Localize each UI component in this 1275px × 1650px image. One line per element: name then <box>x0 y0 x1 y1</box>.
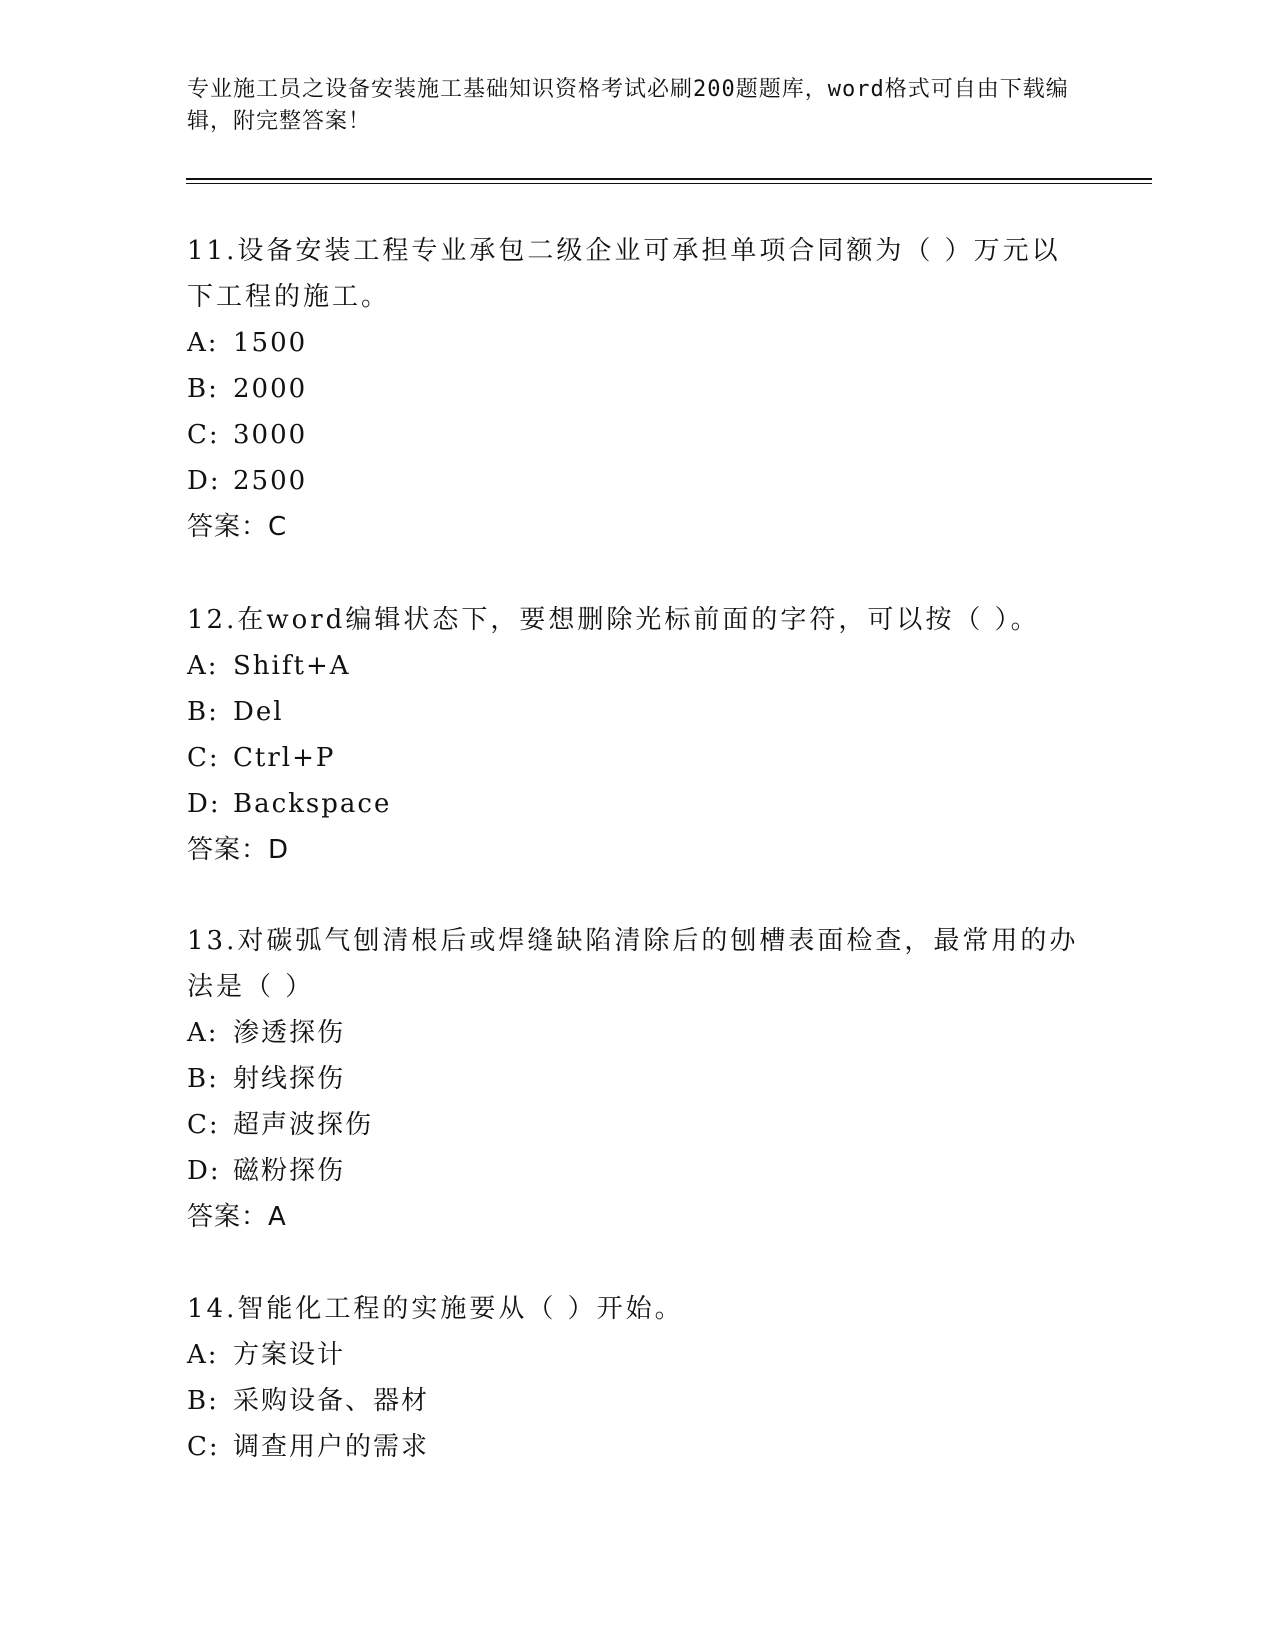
document-header: 专业施工员之设备安装施工基础知识资格考试必刷200题题库，word格式可自由下载编辑，附完整答案！ <box>187 77 1069 134</box>
option-letter: A: <box>187 1018 219 1048</box>
option-c <box>187 412 1087 458</box>
answer-line: 答案：C <box>187 512 288 542</box>
option-letter: A: <box>187 328 219 358</box>
option-letter: C: <box>187 1110 220 1140</box>
option-d <box>187 458 1087 504</box>
option-b <box>187 1378 1087 1424</box>
question-14 <box>187 1286 1087 1470</box>
option-letter: B: <box>187 1386 219 1416</box>
option-d <box>187 1148 1087 1194</box>
option-text: 1500 <box>233 328 308 358</box>
option-b <box>187 1056 1087 1102</box>
answer-line: 答案：D <box>187 835 290 865</box>
option-letter: A: <box>187 651 219 681</box>
question-stem: 12.在word编辑状态下，要想删除光标前面的字符，可以按（ ）。 <box>187 605 1040 635</box>
option-d <box>187 781 1087 827</box>
option-a <box>187 643 1087 689</box>
option-text: Del <box>233 697 284 727</box>
option-letter: B: <box>187 374 219 404</box>
option-a <box>187 1332 1087 1378</box>
option-text: Backspace <box>233 789 392 819</box>
option-text: Ctrl+P <box>233 743 336 773</box>
question-11 <box>187 228 1087 550</box>
option-c <box>187 1424 1087 1470</box>
option-text: 超声波探伤 <box>233 1110 374 1140</box>
header-rule-thin <box>186 183 1152 184</box>
question-stem: 14.智能化工程的实施要从（ ）开始。 <box>187 1294 684 1324</box>
option-letter: D: <box>187 466 221 496</box>
option-letter: C: <box>187 1432 220 1462</box>
option-c <box>187 735 1087 781</box>
option-text: 调查用户的需求 <box>233 1432 430 1462</box>
option-text: 2000 <box>233 374 308 404</box>
option-letter: C: <box>187 420 220 450</box>
option-text: 射线探伤 <box>233 1064 346 1094</box>
answer-line: 答案：A <box>187 1202 287 1232</box>
option-letter: D: <box>187 1156 221 1186</box>
option-text: Shift+A <box>233 651 351 681</box>
option-text: 方案设计 <box>233 1340 346 1370</box>
header-rule-thick <box>186 178 1152 180</box>
question-13 <box>187 918 1087 1240</box>
question-stem: 11.设备安装工程专业承包二级企业可承担单项合同额为（ ）万元以下工程的施工。 <box>187 236 1061 312</box>
option-b <box>187 366 1087 412</box>
option-letter: B: <box>187 697 219 727</box>
question-12 <box>187 597 1087 873</box>
option-text: 3000 <box>233 420 308 450</box>
option-text: 采购设备、器材 <box>233 1386 430 1416</box>
option-b <box>187 689 1087 735</box>
option-text: 磁粉探伤 <box>233 1156 346 1186</box>
option-text: 渗透探伤 <box>233 1018 346 1048</box>
option-letter: C: <box>187 743 220 773</box>
option-a <box>187 1010 1087 1056</box>
option-letter: A: <box>187 1340 219 1370</box>
option-letter: D: <box>187 789 221 819</box>
option-letter: B: <box>187 1064 219 1094</box>
option-c <box>187 1102 1087 1148</box>
option-text: 2500 <box>233 466 308 496</box>
option-a <box>187 320 1087 366</box>
question-stem: 13.对碳弧气刨清根后或焊缝缺陷清除后的刨槽表面检查，最常用的办法是（ ） <box>187 926 1079 1002</box>
